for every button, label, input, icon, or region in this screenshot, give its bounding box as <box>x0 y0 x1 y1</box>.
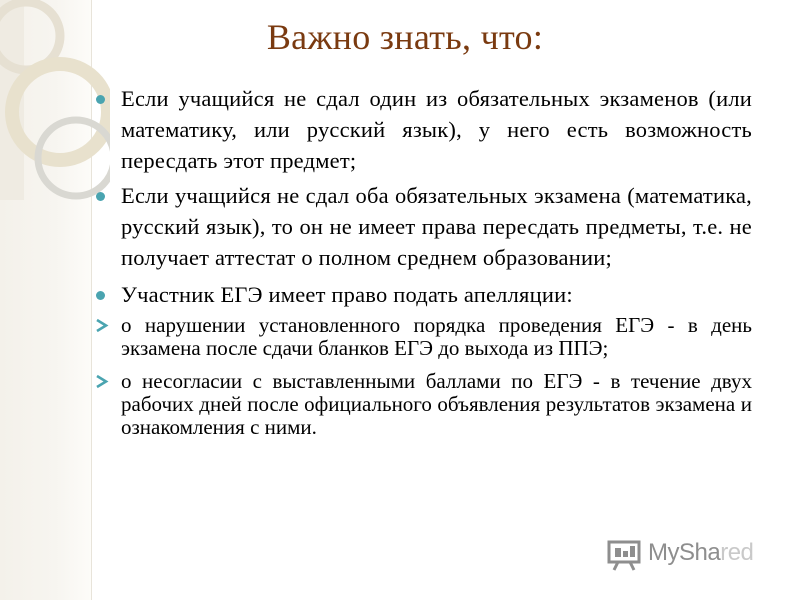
watermark-logo <box>606 537 766 571</box>
list-item-text: о несогласии с выставленными баллами по ЕГЭ - в течение двух рабочих дней после официального объявления результатов экзамена и ознакомления с ними. <box>121 369 752 439</box>
list-item <box>96 279 752 310</box>
list-item <box>96 370 752 439</box>
watermark-text: MyShared <box>648 539 754 566</box>
list-item-text: Если учащийся не сдал оба обязательных экзамена (математика, русский язык), то он не имеет права пересдать предметы, т.е. не получает аттестат о полном среднем образовании; <box>121 183 752 270</box>
list-item-text: о нарушении установленного порядка проведения ЕГЭ - в день экзамена после сдачи бланков ЕГЭ до выхода из ППЭ; <box>121 313 752 360</box>
list-item <box>96 83 752 176</box>
list-item <box>96 314 752 360</box>
bullet-dot-icon <box>96 192 105 201</box>
bullet-dot-icon <box>96 95 105 104</box>
list-item <box>96 180 752 273</box>
list-item-text: Участник ЕГЭ имеет право подать апелляции: <box>121 282 573 307</box>
decorative-ring-large <box>12 64 108 160</box>
list-item-text: Если учащийся не сдал один из обязательных экзаменов (или математику, или русский язык), у него есть возможность пересдать этот предмет; <box>121 86 752 173</box>
slide-title: Важно знать, что: <box>266 17 544 57</box>
bullet-list <box>96 83 752 439</box>
arrow-bullet-icon <box>95 374 109 389</box>
arrow-bullet-icon <box>95 318 109 333</box>
bullet-dot-icon <box>96 291 105 300</box>
presentation-screen-icon <box>606 539 644 571</box>
